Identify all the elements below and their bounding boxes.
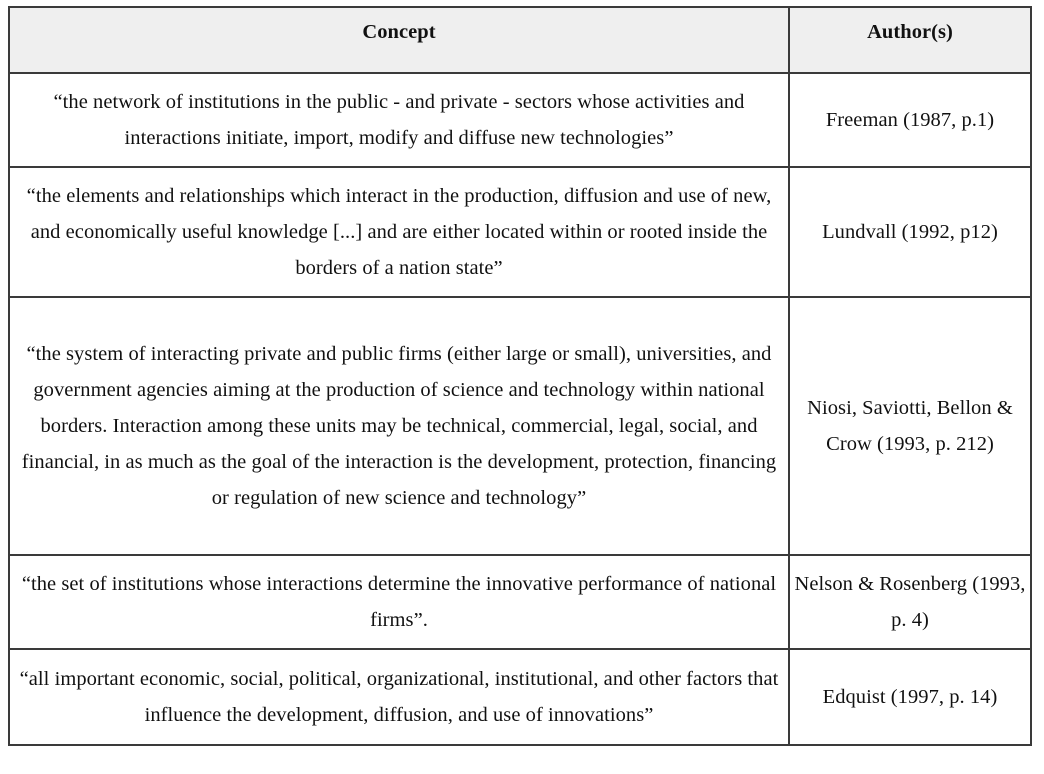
table-row [9,167,1031,297]
author-cell: Niosi, Saviotti, Bellon & Crow (1993, p. 212) [789,297,1031,555]
table-row [9,649,1031,745]
table-row [9,555,1031,649]
concepts-table [8,6,1032,746]
concept-cell: “all important economic, social, political, organizational, institutional, and other factors that influence the development, diffusion, and use of innovations” [9,649,789,745]
concept-cell: “the elements and relationships which interact in the production, diffusion and use of new, and economically useful knowledge [...] and are either located within or rooted inside the borders of a nation state” [9,167,789,297]
author-cell: Freeman (1987, p.1) [789,73,1031,167]
authors-column-header: Author(s) [789,7,1031,73]
concept-cell: “the set of institutions whose interactions determine the innovative performance of national firms”. [9,555,789,649]
concept-column-header: Concept [9,7,789,73]
table-row [9,73,1031,167]
concept-cell: “the system of interacting private and public firms (either large or small), universities, and government agencies aiming at the production of science and technology within national borders. Interaction among these units may be technical, commercial, legal, social, and financial, in as much as the goal of the interaction is the development, protection, financing or regulation of new science and technology” [9,297,789,555]
table-header-row [9,7,1031,73]
document-page [8,6,1032,764]
author-cell: Lundvall (1992, p12) [789,167,1031,297]
concept-cell: “the network of institutions in the public - and private - sectors whose activities and interactions initiate, import, modify and diffuse new technologies” [9,73,789,167]
author-cell: Nelson & Rosenberg (1993, p. 4) [789,555,1031,649]
author-cell: Edquist (1997, p. 14) [789,649,1031,745]
table-row [9,297,1031,555]
